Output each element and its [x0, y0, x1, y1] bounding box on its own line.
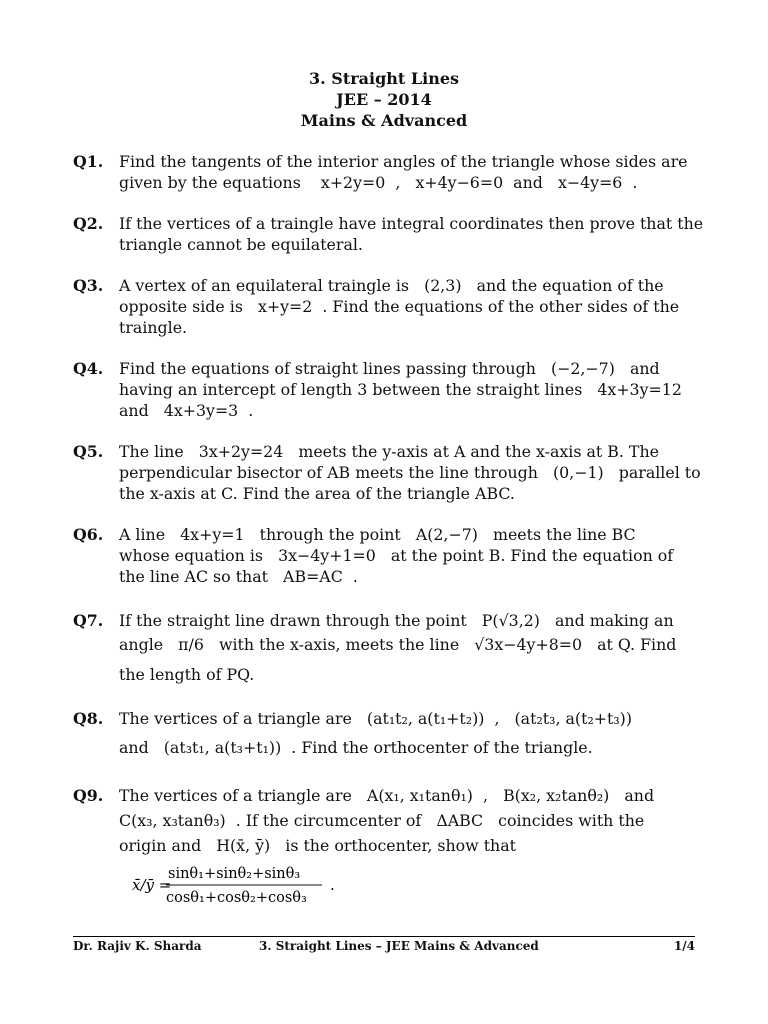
question-line: traingle. [119, 318, 188, 337]
question-line: the length of PQ. [119, 665, 255, 684]
question-line: The vertices of a triangle are (at₁t₂, a(t₁+t₂)) , (at₂t₃, a(t₂+t₃)) [119, 709, 633, 728]
footer-author: Dr. Rajiv K. Sharda [73, 939, 202, 953]
question-number: Q7. [73, 611, 104, 630]
question-text [119, 785, 709, 856]
question-text [119, 358, 709, 421]
question-line: triangle cannot be equilateral. [119, 235, 363, 254]
question-number: Q3. [73, 276, 104, 295]
question-number: Q4. [73, 359, 104, 378]
page-footer [73, 936, 695, 953]
question-line: the line AC so that AB=AC . [119, 567, 358, 586]
question-line: C(x₃, x₃tanθ₃) . If the circumcenter of ΔABC coincides with the [119, 811, 645, 830]
q9-formula-svg [130, 860, 360, 910]
chapter-title: 3. Straight Lines [308, 69, 460, 88]
question-number: Q1. [73, 152, 104, 171]
question-line: Find the tangents of the interior angles of the triangle whose sides are [119, 152, 688, 171]
question-text [119, 213, 709, 255]
question-text [119, 151, 709, 193]
question-line: The vertices of a triangle are A(x₁, x₁tanθ₁) , B(x₂, x₂tanθ₂) and [119, 786, 655, 805]
formula-end: . [330, 876, 335, 894]
question-line: Find the equations of straight lines passing through (−2,−7) and [119, 359, 660, 378]
question-number: Q9. [73, 786, 104, 805]
question-line: the x-axis at C. Find the area of the triangle ABC. [119, 484, 515, 503]
question-line: whose equation is 3x−4y+1=0 at the point B. Find the equation of [119, 546, 674, 565]
question-line: A line 4x+y=1 through the point A(2,−7) meets the line BC [119, 525, 636, 544]
level-title: Mains & Advanced [300, 111, 468, 130]
question-line: having an intercept of length 3 between the straight lines 4x+3y=12 [119, 380, 682, 399]
question-line: If the vertices of a traingle have integral coordinates then prove that the [119, 214, 704, 233]
question-text [119, 708, 709, 758]
question-text [119, 441, 709, 504]
question-number: Q2. [73, 214, 104, 233]
formula-denominator: cosθ₁+cosθ₂+cosθ₃ [166, 890, 307, 906]
question-line: A vertex of an equilateral traingle is (2,3) and the equation of the [119, 276, 664, 295]
question-text [119, 524, 709, 587]
question-line: If the straight line drawn through the point P(√3,2) and making an [119, 611, 674, 630]
question-text [119, 610, 709, 685]
formula-left: x̄/ȳ = [132, 876, 172, 894]
question-line: origin and H(x̄, ȳ) is the orthocenter, show that [119, 836, 516, 855]
question-number: Q6. [73, 525, 104, 544]
question-number: Q5. [73, 442, 104, 461]
question-number: Q8. [73, 709, 104, 728]
q9-formula [130, 860, 360, 914]
question-line: given by the equations x+2y=0 , x+4y−6=0 and x−4y=6 . [119, 173, 638, 192]
question-line: and (at₃t₁, a(t₃+t₁)) . Find the orthocenter of the triangle. [119, 738, 593, 757]
question-line: and 4x+3y=3 . [119, 401, 254, 420]
question-text [119, 275, 709, 338]
footer-page: 1/4 [673, 939, 695, 953]
question-line: The line 3x+2y=24 meets the y-axis at A and the x-axis at B. The [119, 442, 659, 461]
formula-numerator: sinθ₁+sinθ₂+sinθ₃ [168, 866, 301, 882]
question-line: perpendicular bisector of AB meets the line through (0,−1) parallel to [119, 463, 701, 482]
question-line: angle π/6 with the x-axis, meets the line √3x−4y+8=0 at Q. Find [119, 635, 677, 654]
exam-title: JEE – 2014 [336, 90, 432, 109]
question-line: opposite side is x+y=2 . Find the equations of the other sides of the [119, 297, 680, 316]
footer-title: 3. Straight Lines – JEE Mains & Advanced [259, 939, 539, 953]
